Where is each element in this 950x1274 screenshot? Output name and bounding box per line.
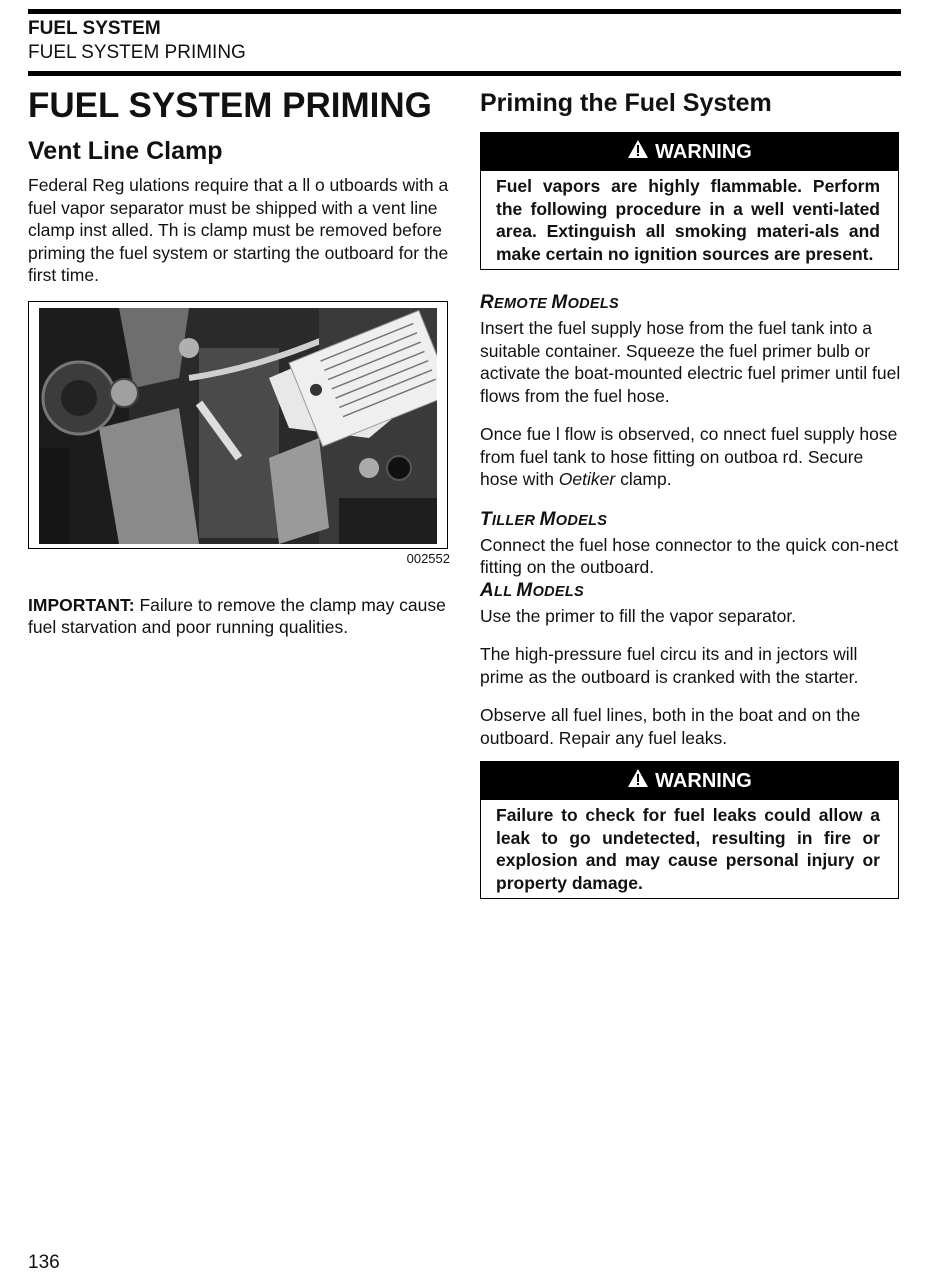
engine-photo <box>39 308 437 544</box>
all-models-heading <box>480 580 901 603</box>
heading-cap: M <box>516 579 533 601</box>
remote-p2-end: clamp. <box>615 469 672 489</box>
header-rule-top <box>28 9 901 14</box>
header-section-title: FUEL SYSTEM <box>28 18 161 39</box>
heading-smallcaps: ODELS <box>532 583 585 600</box>
page-number: 136 <box>28 1252 60 1273</box>
right-column <box>480 88 901 899</box>
warning-text: Failure to check for fuel leaks could allow a leak to go undetected, resulting in fire or explosion and may cause personal injury or property damage. <box>496 805 880 893</box>
oetiker-term: Oetiker <box>558 469 616 489</box>
warning-box-leaks <box>480 761 899 899</box>
warning-label: WARNING <box>655 769 752 792</box>
left-column <box>28 86 450 639</box>
warning-box-vapors <box>480 132 899 270</box>
remote-p2-text: Once fue l flow is observed, co nnect fuel supply hose from fuel tank to hose fitting on outboa rd. Secure hose with <box>480 424 898 489</box>
important-text: Failure to remove the clamp may cause fuel starvation and poor running qualities. <box>28 594 446 637</box>
heading-cap: T <box>480 508 492 530</box>
heading-smallcaps: ODELS <box>567 296 620 312</box>
heading-smallcaps: ODELS <box>555 512 608 529</box>
vent-line-intro-paragraph: Federal Reg ulations require that a ll o utboards with a fuel vapor separator must be shipped with a vent line clamp inst alled. Th is clamp must be removed before priming the fuel system or starting the outboard for the first time. <box>28 175 449 285</box>
all-paragraph-3: Observe all fuel lines, both in the boat and on the outboard. Repair any fuel leaks. <box>480 705 861 748</box>
heading-cap: M <box>539 508 556 530</box>
remote-paragraph-2 <box>480 423 901 491</box>
page-title: FUEL SYSTEM PRIMING <box>28 86 432 125</box>
vent-line-clamp-heading: Vent Line Clamp <box>28 137 223 165</box>
all-paragraph-1: Use the primer to fill the vapor separator. <box>480 605 797 626</box>
heading-cap: A <box>480 579 495 601</box>
header-subsection-title: FUEL SYSTEM PRIMING <box>28 42 246 63</box>
header-rule-bottom <box>28 71 901 76</box>
tiller-paragraph: Connect the fuel hose connector to the quick con-nect fitting on the outboard. <box>480 534 899 577</box>
warning-header <box>481 762 898 800</box>
vent-line-clamp-figure <box>28 301 448 549</box>
remote-paragraph-1: Insert the fuel supply hose from the fuel tank into a suitable container. Squeeze the fuel primer bulb or activate the boat-mounted electric fuel primer until fuel flows from the fuel hose. <box>480 318 901 406</box>
warning-header <box>481 133 898 171</box>
remote-models-heading <box>480 292 901 315</box>
important-label: IMPORTANT: <box>28 594 135 615</box>
heading-smallcaps: LL <box>494 583 517 600</box>
warning-text: Fuel vapors are highly flammable. Perform the following procedure in a well venti-lated area. Extinguish all smoking materi-als and make certain no ignition sources are present. <box>496 176 880 264</box>
warning-label: WARNING <box>655 140 752 163</box>
tiller-models-heading <box>480 509 901 532</box>
warning-triangle-icon <box>627 768 649 794</box>
warning-triangle-icon <box>627 139 649 165</box>
heading-smallcaps: ILLER <box>491 512 540 529</box>
figure-number: 002552 <box>406 550 450 566</box>
heading-cap: R <box>480 292 495 313</box>
all-paragraph-2: The high-pressure fuel circu its and in jectors will prime as the outboard is cranked with the starter. <box>480 644 859 687</box>
priming-heading: Priming the Fuel System <box>480 89 772 117</box>
heading-smallcaps: EMOTE <box>494 296 552 312</box>
heading-cap: M <box>551 292 568 313</box>
important-note <box>28 594 450 639</box>
